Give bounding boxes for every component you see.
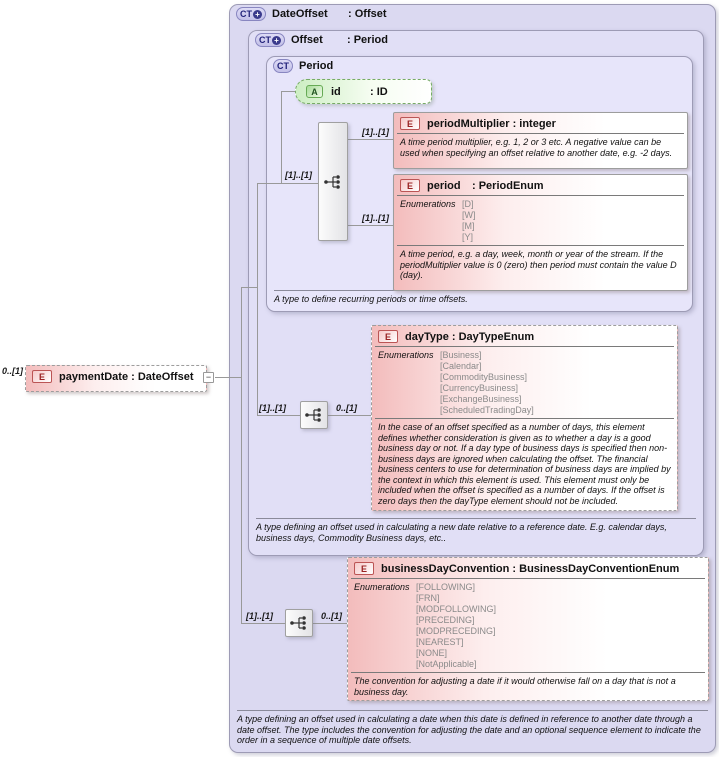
enum-value: [CommodityBusiness] [440, 372, 528, 382]
attribute-badge: A [306, 85, 323, 98]
enumerations-label: Enumerations [354, 582, 410, 592]
connector-line [348, 139, 393, 140]
connector-line [241, 287, 242, 624]
element-documentation: A time period, e.g. a day, week, month or year of the stream. If the periodMultiplier value is 0 (zero) then period must contain the value D (day). [400, 249, 677, 280]
enum-value: [NONE] [416, 648, 448, 658]
connector-line [313, 623, 347, 624]
ct-badge-label: CT [240, 9, 252, 19]
divider [256, 518, 696, 519]
attribute-id[interactable] [295, 79, 432, 104]
ct-badge-label: CT [259, 35, 271, 45]
element-badge: E [354, 562, 374, 575]
enum-value: [NotApplicable] [416, 659, 477, 669]
dateoffset-title [236, 7, 387, 21]
element-paymentdate[interactable] [25, 365, 207, 392]
connector-line [242, 623, 285, 624]
enum-value: [PRECEDING] [416, 615, 475, 625]
element-period[interactable] [393, 174, 688, 291]
enum-value: [FRN] [416, 593, 440, 603]
element-name-type: paymentDate : DateOffset [59, 370, 194, 383]
sequence-connector[interactable] [285, 609, 313, 637]
enum-value: [ExchangeBusiness] [440, 394, 522, 404]
enum-value: [NEAREST] [416, 637, 464, 647]
element-badge: E [400, 117, 420, 130]
enum-value: [CurrencyBusiness] [440, 383, 519, 393]
cardinality-label: [1]..[1] [362, 213, 389, 223]
enum-value: [M] [462, 221, 475, 231]
collapse-button[interactable]: − [203, 372, 214, 383]
element-badge: E [378, 330, 398, 343]
cardinality-label: [1]..[1] [246, 611, 273, 621]
expand-plus-icon[interactable]: + [253, 10, 262, 19]
enumeration-values [416, 582, 496, 670]
element-daytype[interactable] [371, 325, 678, 511]
offset-title [255, 33, 388, 47]
element-name-type: periodMultiplier : integer [427, 117, 556, 130]
cardinality-label: 0..[1] [336, 403, 358, 413]
enum-value: [MODPRECEDING] [416, 626, 496, 636]
enum-value: [ScheduledTradingDay] [440, 405, 534, 415]
element-badge: E [400, 179, 420, 192]
enumeration-values [462, 199, 476, 243]
period-title [273, 59, 333, 73]
cardinality-label: [1]..[1] [259, 403, 286, 413]
connector-line [241, 287, 258, 288]
cardinality-label: 0..[1] [2, 366, 24, 376]
element-name-type: dayType : DayTypeEnum [405, 330, 535, 343]
connector-line [281, 91, 295, 92]
connector-line [328, 415, 371, 416]
offset-documentation: A type defining an offset used in calculating a new date relative to a reference date. E.g. calendar days, business days, Commodity Business days, etc.. [256, 522, 667, 543]
enumeration-values [440, 350, 534, 416]
connector-line [348, 225, 393, 226]
attribute-name-type: id : ID [331, 85, 388, 98]
complextype-badge[interactable] [255, 33, 285, 47]
element-documentation: In the case of an offset specified as a number of days, this element defines whether consideration is given as to whether a day is a good business day or not. If a day type of business days is specified then non-business days are ignored when calculating the offset. The financial business centers to use for determination of business days are implied by the context in which this element is used. This element must only be included when the offset is specified as a number of days. If the offset is zero days then the dayType element should not be included. [378, 422, 671, 506]
enum-value: [Calendar] [440, 361, 482, 371]
connector-line [215, 377, 242, 378]
sequence-icon [323, 174, 343, 190]
connector-line [257, 183, 258, 416]
enum-value: [MODFOLLOWING] [416, 604, 497, 614]
connector-line [257, 415, 300, 416]
cardinality-label: [1]..[1] [285, 170, 312, 180]
enum-value: [Business] [440, 350, 482, 360]
element-name-type: period : PeriodEnum [427, 179, 544, 192]
complextype-badge[interactable] [236, 7, 266, 21]
enum-value: [FOLLOWING] [416, 582, 476, 592]
sequence-connector[interactable] [318, 122, 348, 241]
element-documentation: The convention for adjusting a date if it would otherwise fall on a day that is not a business day. [354, 676, 676, 697]
enumerations [348, 579, 708, 672]
period-documentation: A type to define recurring periods or time offsets. [274, 294, 468, 304]
element-businessdayconvention[interactable] [347, 557, 709, 701]
sequence-icon [304, 407, 324, 423]
enum-value: [Y] [462, 232, 474, 242]
connector-line [257, 183, 319, 184]
enumerations-label: Enumerations [400, 199, 456, 209]
sequence-icon [289, 615, 309, 631]
type-name: DateOffset : Offset [272, 8, 387, 20]
ct-badge-label: CT [277, 61, 289, 71]
cardinality-label: 0..[1] [321, 611, 343, 621]
enumerations [394, 196, 687, 245]
sequence-connector[interactable] [300, 401, 328, 429]
dateoffset-documentation: A type defining an offset used in calculating a date when this date is defined in reference to another date through a date offset. The type includes the convention for adjusting the date and an optional sequence element to indicate the order in a sequence of multiple date offsets. [237, 714, 701, 745]
type-name: Period [299, 60, 334, 72]
type-name: Offset : Period [291, 34, 388, 46]
element-documentation: A time period multiplier, e.g. 1, 2 or 3 etc. A negative value can be used when specifying an offset relative to another date, e.g. -2 days. [400, 137, 673, 158]
enumerations-label: Enumerations [378, 350, 434, 360]
enum-value: [W] [462, 210, 476, 220]
connector-line [281, 91, 282, 184]
element-name-type: businessDayConvention : BusinessDayConventionEnum [381, 562, 680, 575]
element-badge: E [32, 370, 52, 383]
enum-value: [D] [462, 199, 474, 209]
element-periodmultiplier[interactable] [393, 112, 688, 169]
enumerations [372, 347, 677, 418]
complextype-badge[interactable] [273, 59, 293, 73]
expand-plus-icon[interactable]: + [272, 36, 281, 45]
cardinality-label: [1]..[1] [362, 127, 389, 137]
divider [237, 710, 708, 711]
